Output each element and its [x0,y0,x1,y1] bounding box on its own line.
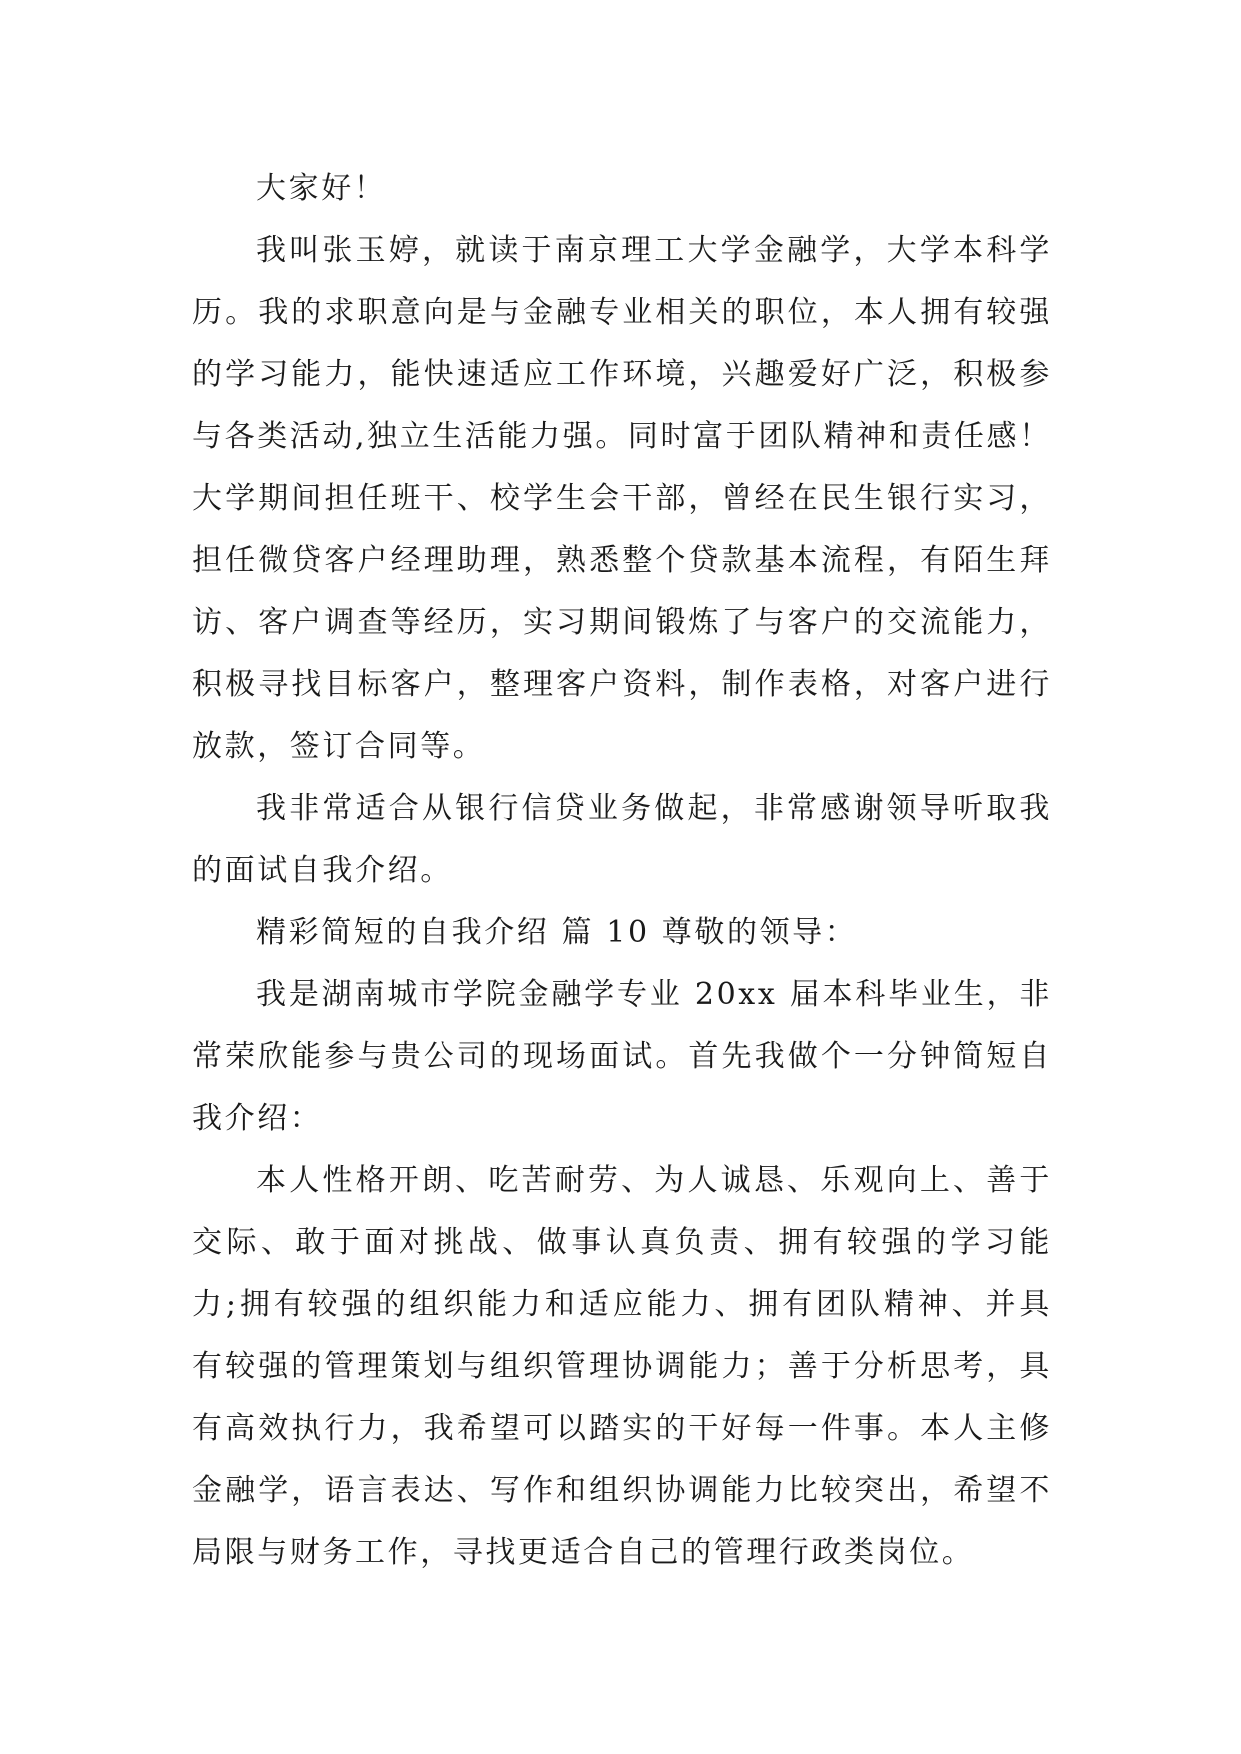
document-page [192,158,1052,1584]
section-heading-paragraph: 精彩简短的自我介绍 篇 10 尊敬的领导： [256,915,858,950]
greeting-paragraph: 大家好！ [256,171,387,206]
closing-paragraph: 我非常适合从银行信贷业务做起，非常感谢领导听取我的面试自我介绍。 [192,791,1052,888]
intro-paragraph: 我叫张玉婷，就读于南京理工大学金融学，大学本科学历。我的求职意向是与金融专业相关的职位，本人拥有较强的学习能力，能快速适应工作环境，兴趣爱好广泛，积极参与各类活动,独立生活能力强。同时富于团队精神和责任感！ [192,233,1052,454]
personality-paragraph: 本人性格开朗、吃苦耐劳、为人诚恳、乐观向上、善于交际、敢于面对挑战、做事认真负责、拥有较强的学习能力;拥有较强的组织能力和适应能力、拥有团队精神、并具有较强的管理策划与组织管理协调能力；善于分析思考，具有高效执行力，我希望可以踏实的干好每一件事。本人主修金融学，语言表达、写作和组织协调能力比较突出，希望不局限与财务工作，寻找更适合自己的管理行政类岗位。 [192,1163,1052,1570]
experience-paragraph: 大学期间担任班干、校学生会干部，曾经在民生银行实习，担任微贷客户经理助理，熟悉整个贷款基本流程，有陌生拜访、客户调查等经历，实习期间锻炼了与客户的交流能力，积极寻找目标客户，整理客户资料，制作表格，对客户进行放款，签订合同等。 [192,481,1052,764]
second-intro-paragraph: 我是湖南城市学院金融学专业 20xx 届本科毕业生，非常荣欣能参与贵公司的现场面试。首先我做个一分钟简短自我介绍： [192,977,1052,1136]
